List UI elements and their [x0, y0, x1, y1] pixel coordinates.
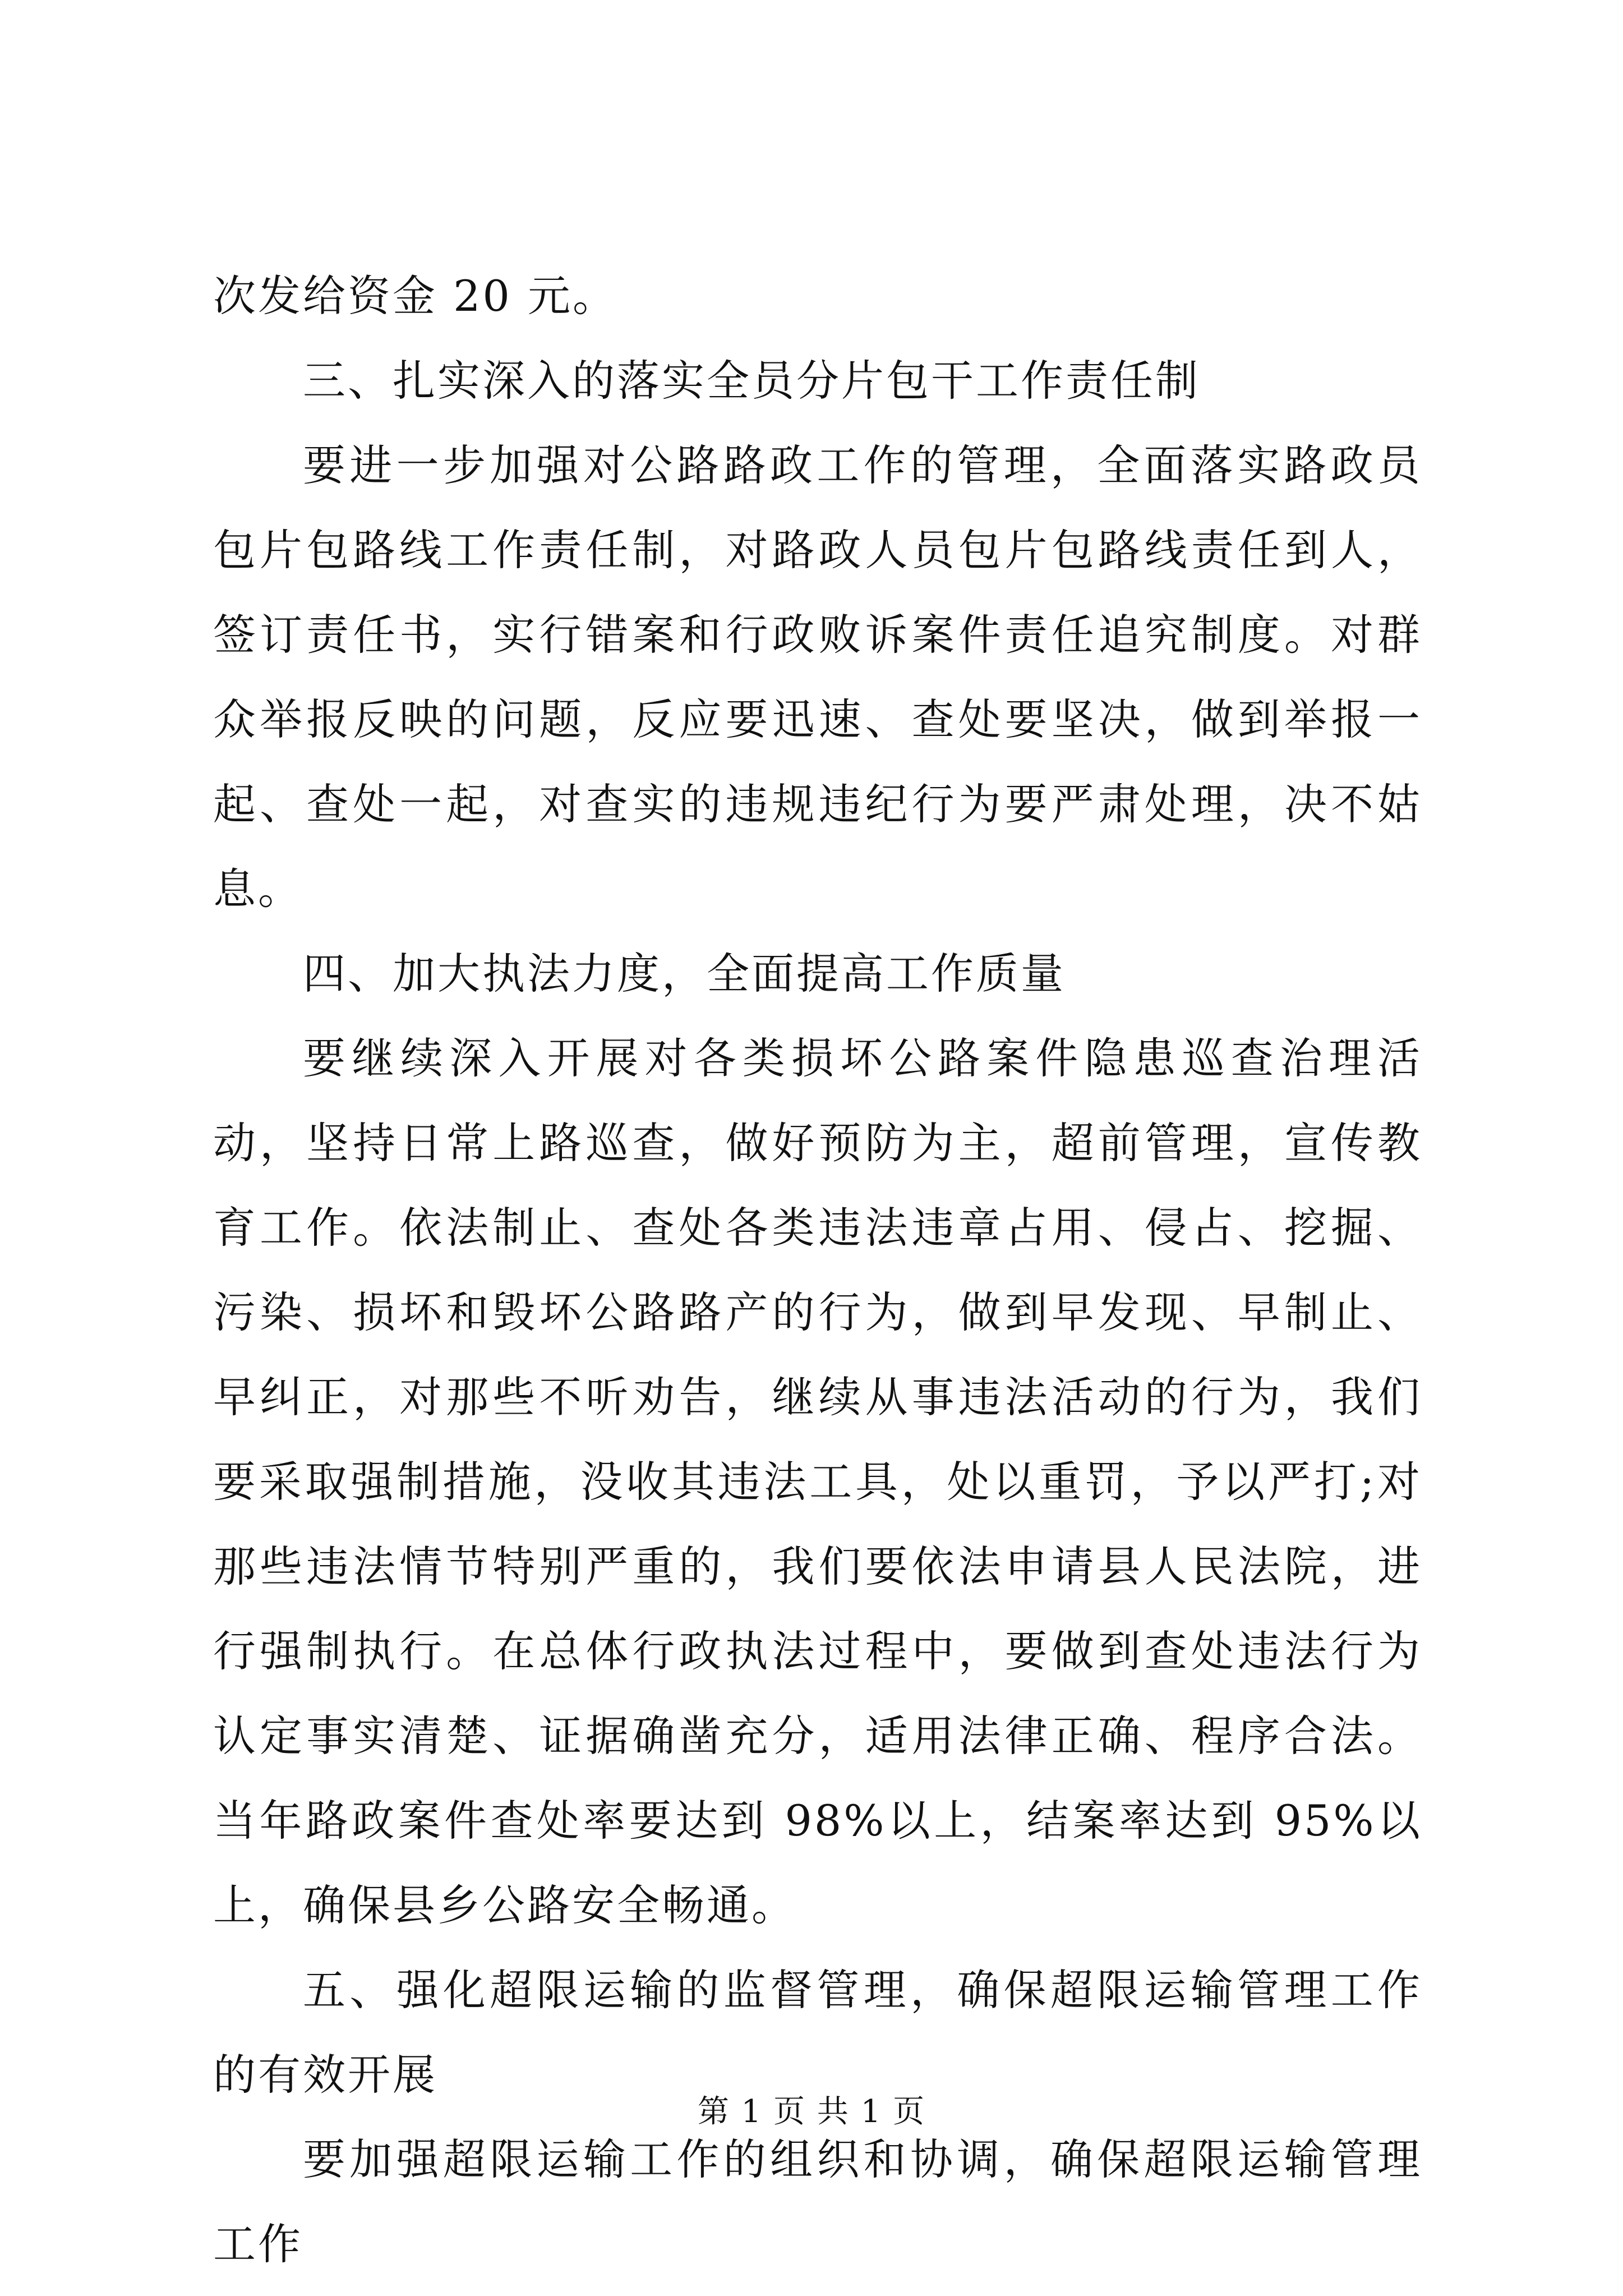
paragraph-enforcement: 要继续深入开展对各类损坏公路案件隐患巡查治理活动，坚持日常上路巡查，做好预防为主，超前管理，宣传教育工作。依法制止、查处各类违法违章占用、侵占、挖掘、污染、损坏和毁坏公路路产的行为，做到早发现、早制止、早纠正，对那些不听劝告，继续从事违法活动的行为，我们要采取强制措施，没收其违法工具，处以重罚，予以严打;对那些违法情节特别严重的，我们要依法申请县人民法院，进行强制执行。在总体行政执法过程中，要做到查处违法行为认定事实清楚、证据确凿充分，适用法律正确、程序合法。当年路政案件查处率要达到 98%以上，结案率达到 95%以上，确保县乡公路安全畅通。: [213, 1033, 1422, 1930]
section-heading-5: 五、强化超限运输的监督管理，确保超限运输管理工作的有效开展: [213, 1965, 1422, 2100]
section-heading-4: 四、加大执法力度，全面提高工作质量: [303, 949, 1066, 999]
page-footer: 第 1 页 共 1 页: [697, 2093, 926, 2130]
paragraph-overlimit: 要加强超限运输工作的组织和协调，确保超限运输管理工作: [213, 2134, 1422, 2269]
section-heading-3: 三、扎实深入的落实全员分片包干工作责任制: [303, 356, 1200, 406]
document-body: [213, 254, 1422, 2286]
paragraph-continuation: 次发给资金 20 元。: [213, 271, 618, 321]
paragraph-responsibility: 要进一步加强对公路路政工作的管理，全面落实路政员包片包路线工作责任制，对路政人员包片包路线责任到人，签订责任书，实行错案和行政败诉案件责任追究制度。对群众举报反映的问题，反应要迅速、查处要坚决，做到举报一起、查处一起，对查实的违规违纪行为要严肃处理，决不姑息。: [213, 440, 1422, 914]
